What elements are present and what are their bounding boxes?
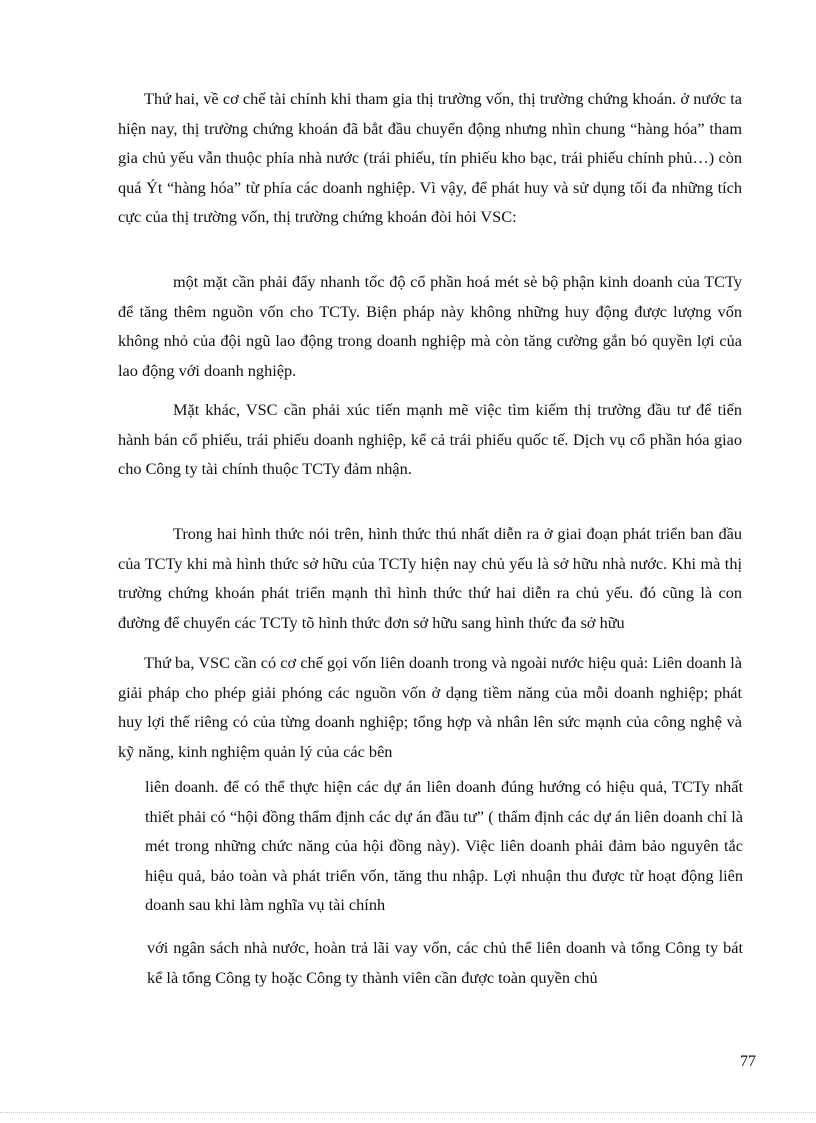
paragraph-thu-hai: Thứ hai, về cơ chế tài chính khi tham gia thị trường vốn, thị trường chứng khoán. ở nước ta hiện nay, thị trường chứng khoán đã bắt đầu chuyển động nhưng nhìn chung “hàng hóa” tham gia chủ yếu vẫn thuộc phía nhà nước (trái phiếu, tín phiếu kho bạc, trái phiếu chính phủ…) còn quá Ýt “hàng hóa” từ phía các doanh nghiệp. Vì vậy, để phát huy và sử dụng tối đa những tích cực của thị trường vốn, thị trường chứng khoán đòi hỏi VSC: — [118, 89, 742, 227]
paragraph-thu-ba: Thứ ba, VSC cần có cơ chế gọi vốn liên doanh trong và ngoài nước hiệu quả: Liên doanh là giải pháp cho phép giải phóng các nguồn vốn ở dạng tiềm năng của mỗi doanh nghiệp; phát huy lợi thế riêng có của từng doanh nghiệp; tổng hợp và nhân lên sức mạnh của công nghệ và kỹ năng, kinh nghiệm quản lý của các bên — [118, 653, 742, 761]
paragraph-lien-doanh: liên doanh. để có thể thực hiện các dự án liên doanh đúng hướng có hiệu quả, TCTy nhất thiết phải có “hội đồng thẩm định các dự án đầu tư” ( thẩm định các dự án liên doanh chỉ là mét trong những chức năng của hội đồng này). Việc liên doanh phải đảm bảo nguyên tắc hiệu quả, bảo toàn và phát triển vốn, tăng thu nhập. Lợi nhuận thu được từ hoạt động liên doanh sau khi làm nghĩa vụ tài chính — [145, 777, 743, 915]
page-bottom-divider — [0, 1112, 816, 1113]
paragraph-trong-hai-hinh-thuc: Trong hai hình thức nói trên, hình thức thú nhất diễn ra ở giai đoạn phát triển ban đầu của TCTy khi mà hình thức sở hữu của TCTy hiện nay chủ yếu là sở hữu nhà nước. Khi mà thị trường chứng khoán phát triển mạnh thì hình thức thứ hai diễn ra chủ yếu. đó cũng là con đường để chuyển các TCTy tõ hình thức đơn sở hữu sang hình thức đa sở hữu — [118, 524, 742, 632]
paragraph-co-phan-hoa: một mặt cần phải đẩy nhanh tốc độ cổ phần hoá mét sè bộ phận kinh doanh của TCTy để tăng thêm nguồn vốn cho TCTy. Biện pháp này không những huy động được lượng vốn không nhỏ của đội ngũ lao động trong doanh nghiệp mà còn tăng cường gắn bó quyền lợi của lao động với doanh nghiệp. — [118, 272, 742, 380]
paragraph-ngan-sach: với ngân sách nhà nước, hoàn trả lãi vay vốn, các chủ thể liên doanh và tổng Công ty bát kể là tổng Công ty hoặc Công ty thành viên cần được toàn quyền chủ — [147, 938, 743, 987]
page-number: 77 — [740, 1053, 756, 1070]
paragraph-mat-khac: Mặt khác, VSC cần phải xúc tiến mạnh mẽ việc tìm kiếm thị trường đầu tư để tiến hành bán cổ phiếu, trái phiếu doanh nghiệp, kể cả trái phiếu quốc tế. Dịch vụ cổ phần hóa giao cho Công ty tài chính thuộc TCTy đảm nhận. — [118, 400, 742, 479]
